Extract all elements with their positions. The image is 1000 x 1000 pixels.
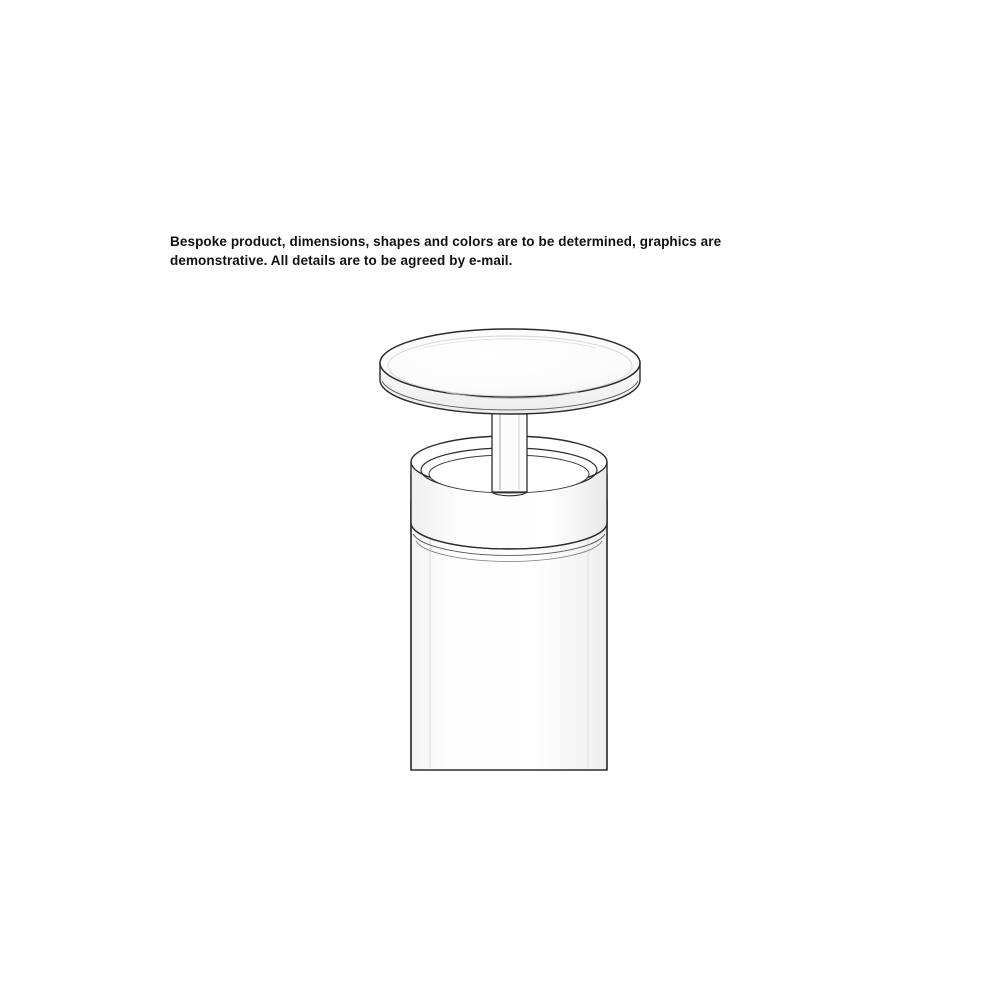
central-stem xyxy=(492,402,527,496)
disc-top-cap xyxy=(380,329,640,414)
disclaimer-note-line-2: demonstrative. All details are to be agreed by e-mail. xyxy=(170,253,513,269)
disclaimer-note-line-1: Bespoke product, dimensions, shapes and colors are to be determined, graphics are xyxy=(170,234,722,249)
